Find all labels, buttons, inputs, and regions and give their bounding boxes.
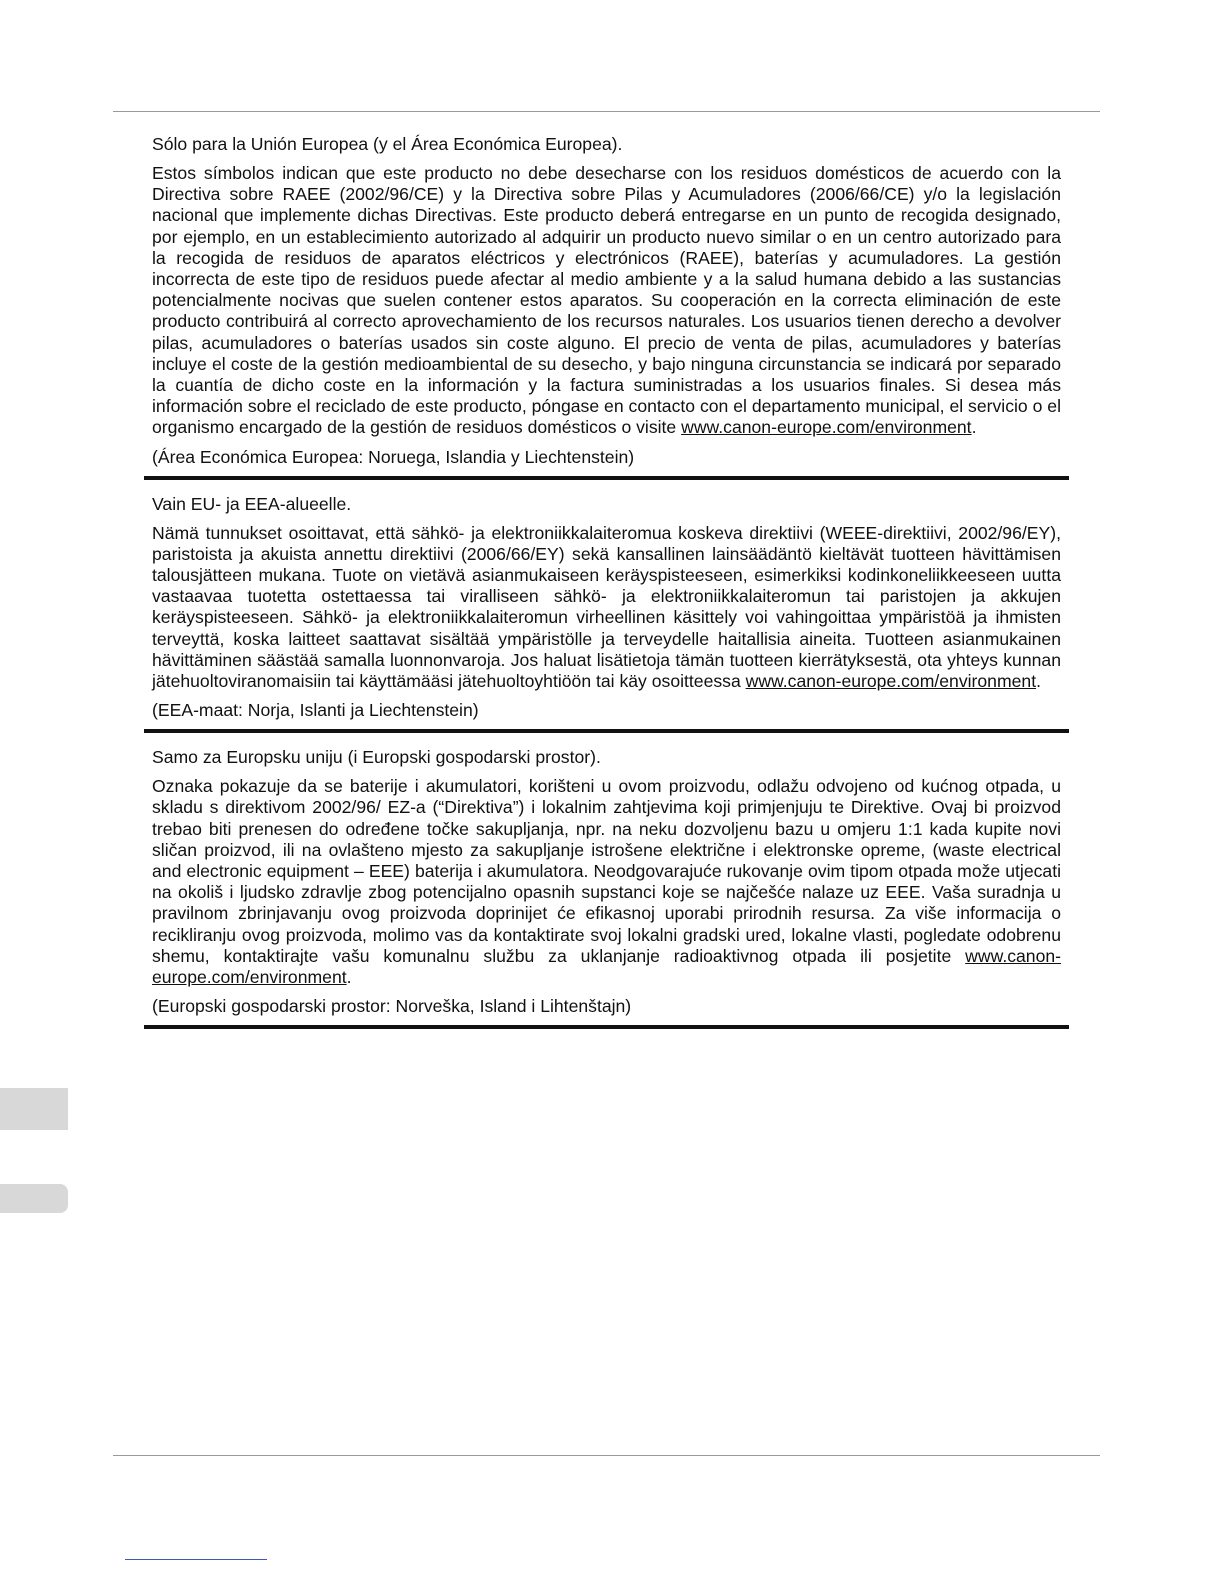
- notice-heading: Sólo para la Unión Europea (y el Área Económica Europea).: [152, 134, 623, 154]
- side-index-tab[interactable]: [0, 1088, 68, 1130]
- environment-link[interactable]: www.canon-europe.com/environment: [152, 945, 1062, 988]
- notice-body: Oznaka pokazuje da se baterije i akumulatori, korišteni u ovom proizvodu, odlažu odvojeno od kućnog otpada, u skladu s direktivom 2002/96/ EZ-a (“Direktiva”) i lokalnim zahtjevima koji primjenjuju te Direktive. Ovaj bi proizvod trebao biti prenesen do određene točke sakupljanja, npr. na neku dozvoljenu bazu u omjeru 1:1 kada kupite novi sličan proizvod, ili na ovlašteno mjesto za sakupljanje istrošene električne i elektronske opreme, (waste electrical and electronic equipment – EEE) baterija i akumulatora. Neodgovarajuće rukovanje ovim tipom otpada može utjecati na okoliš i ljudsko zdravlje zbog potencijalno opasnih supstanci koje se najčešće nalaze uz EEE. Vaša suradnja u pravilnom zbrinjavanju ovog proizvoda doprinijet će efikasnoj uporabi prirodnih resursa. Za više informacija o recikliranju ovog proizvoda, molimo vas da kontaktirate svoj lokalni gradski ured, lokalne vlasti, pogledate odobrenu shemu, kontaktirajte vašu komunalnu službu za uklanjanje radioaktivnog otpada ili posjetite www.canon-europe.com/environment.: [152, 776, 1062, 988]
- notice-body: Nämä tunnukset osoittavat, että sähkö- ja elektroniikkalaiteromua koskeva direktiivi (WEEE-direktiivi, 2002/96/EY), paristoista ja akuista annettu direktiivi (2006/66/EY) sekä kansallinen lainsäädäntö kieltävät tuotteen hävittämisen talousjätteen mukana. Tuote on vietävä asianmukaiseen keräyspisteeseen, esimerkiksi kodinkoneliikkeeseen uutta vastaavaa tuotetta ostettaessa tai viralliseen sähkö- ja elektroniikkalaiteromun tai paristojen ja akkujen keräyspisteeseen. Sähkö- ja elektroniikkalaiteromun virheellinen käsittely voi vahingoittaa ympäristöä ja ihmisten terveyttä, koska laitteet saattavat sisältää ympäristölle ja terveydelle haitallisia aineita. Tuotteen asianmukainen hävittäminen säästää samalla luonnonvaroja. Jos haluat lisätietoja tämän tuotteen kierrätyksestä, ota yhteys kunnan jätehuoltoviranomaisiin tai käyttämääsi jätehuoltoyhtiöön tai käy osoitteessa www.canon-europe.com/environment.: [152, 522, 1061, 692]
- notice-croatian: [144, 741, 1069, 1029]
- notice-spanish: [144, 128, 1069, 480]
- notice-body: Estos símbolos indican que este producto no debe desecharse con los residuos domésticos de acuerdo con la Directiva sobre RAEE (2002/96/CE) y la Directiva sobre Pilas y Acumuladores (2006/66/CE) y/o la legislación nacional que implemente dichas Directivas. Este producto deberá entregarse en un punto de recogida designado, por ejemplo, en un establecimiento autorizado al adquirir un producto nuevo similar o en un centro autorizado para la recogida de residuos de aparatos eléctricos y electrónicos (RAEE), baterías y acumuladores. La gestión incorrecta de este tipo de residuos puede afectar al medio ambiente y a la salud humana debido a las sustancias potencialmente nocivas que suelen contener estos aparatos. Su cooperación en la correcta eliminación de este producto contribuirá al correcto aprovechamiento de los recursos naturales. Los usuarios tienen derecho a devolver pilas, acumuladores o baterías usados sin coste alguno. El precio de venta de pilas, acumuladores y baterías incluye el coste de la gestión medioambiental de su desecho, y bajo ninguna circunstancia se indicará por separado la cuantía de dicho coste en la información y la factura suministradas a los usuarios finales. Si desea más información sobre el reciclado de este producto, póngase en contacto con el departamento municipal, el servicio o el organismo encargado de la gestión de residuos domésticos o visite www.canon-europe.com/environment.: [152, 163, 1061, 438]
- disposal-notices: [144, 128, 1069, 1029]
- notice-body-text: Oznaka pokazuje da se baterije i akumulatori, korišteni u ovom proizvodu, odlažu odvojeno od kućnog otpada, u skladu s direktivom 2002/96/ EZ-a (“Direktiva”) i lokalnim zahtjevima koji primjenjuju te Direktive. Ovaj bi proizvod trebao biti prenesen do određene točke sakupljanja, npr. na neku dozvoljenu bazu u omjeru 1:1 kada kupite novi sličan proizvod, ili na ovlašteno mjesto za sakupljanje istrošene električne i elektronske opreme, (waste electrical and electronic equipment – EEE) baterija i akumulatora. Neodgovarajuće rukovanje ovim tipom otpada može utjecati na okoliš i ljudsko zdravlje zbog potencijalno opasnih supstanci koje se najčešće nalaze uz EEE. Vaša suradnja u pravilnom zbrinjavanju ovog proizvoda doprinijet će efikasnoj uporabi prirodnih resursa. Za više informacija o recikliranju ovog proizvoda, molimo vas da kontaktirate svoj lokalni gradski ured, lokalne vlasti, pogledate odobrenu shemu, kontaktirajte vašu komunalnu službu za uklanjanje radioaktivnog otpada ili posjetite: [152, 776, 1061, 966]
- notice-finnish: [144, 488, 1069, 734]
- header-divider: [113, 111, 1100, 112]
- environment-link[interactable]: www.canon-europe.com/environment: [681, 417, 972, 438]
- side-index-tab[interactable]: [0, 1184, 68, 1213]
- notice-body-text: Nämä tunnukset osoittavat, että sähkö- ja elektroniikkalaiteromua koskeva direktiivi (WEEE-direktiivi, 2002/96/EY), paristoista ja akuista annettu direktiivi (2006/66/EY) sekä kansallinen lainsäädäntö kieltävät tuotteen hävittämisen talousjätteen mukana. Tuote on vietävä asianmukaiseen keräyspisteeseen, esimerkiksi kodinkoneliikkeeseen uutta vastaavaa tuotetta ostettaessa tai viralliseen sähkö- ja elektroniikkalaiteromun tai paristojen ja akkujen keräyspisteeseen. Sähkö- ja elektroniikkalaiteromun virheellinen käsittely voi vahingoittaa ympäristöä ja ihmisten terveyttä, koska laitteet saattavat sisältää ympäristölle ja terveydelle haitallisia aineita. Tuotteen asianmukainen hävittäminen säästää samalla luonnonvaroja. Jos haluat lisätietoja tämän tuotteen kierrätyksestä, ota yhteys kunnan jätehuoltoviranomaisiin tai käyttämääsi jätehuoltoyhtiöön tai käy osoitteessa: [152, 522, 1061, 692]
- environment-link[interactable]: www.canon-europe.com/environment: [745, 671, 1037, 692]
- notice-footer: (EEA-maat: Norja, Islanti ja Liechtenstein): [152, 700, 479, 721]
- notice-heading: Vain EU- ja EEA-alueelle.: [152, 493, 352, 514]
- notice-body-text: Estos símbolos indican que este producto no debe desecharse con los residuos domésticos de acuerdo con la Directiva sobre RAEE (2002/96/CE) y la Directiva sobre Pilas y Acumuladores (2006/66/CE) y/o la legislación nacional que implemente dichas Directivas. Este producto deberá entregarse en un punto de recogida designado, por ejemplo, en un establecimiento autorizado al adquirir un producto nuevo similar o en un centro autorizado para la recogida de residuos de aparatos eléctricos y electrónicos (RAEE), baterías y acumuladores. La gestión incorrecta de este tipo de residuos puede afectar al medio ambiente y a la salud humana debido a las sustancias potencialmente nocivas que suelen contener estos aparatos. Su cooperación en la correcta eliminación de este producto contribuirá al correcto aprovechamiento de los recursos naturales. Los usuarios tienen derecho a devolver pilas, acumuladores o baterías usados sin coste alguno. El precio de venta de pilas, acumuladores y baterías incluye el coste de la gestión medioambiental de su desecho, y bajo ninguna circunstancia se indicará por separado la cuantía de dicho coste en la información y la factura suministradas a los usuarios finales. Si desea más información sobre el reciclado de este producto, póngase en contacto con el departamento municipal, el servicio o el organismo encargado de la gestión de residuos domésticos o visite: [152, 163, 1061, 438]
- notice-footer: (Área Económica Europea: Noruega, Islandia y Liechtenstein): [152, 446, 635, 467]
- notice-footer: (Europski gospodarski prostor: Norveška, Island i Lihtenštajn): [152, 996, 632, 1017]
- notice-heading: Samo za Europsku uniju (i Europski gospodarski prostor).: [152, 747, 601, 768]
- footer-divider: [113, 1455, 1100, 1456]
- footer-link-underline: [125, 1559, 267, 1560]
